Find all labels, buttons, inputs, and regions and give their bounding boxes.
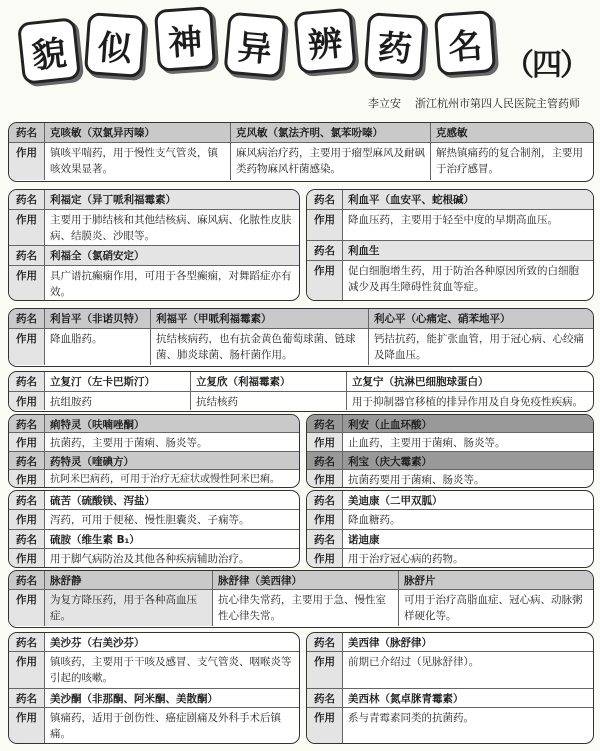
drug-use: 降血压药，主要用于轻至中度的早期高血压。 bbox=[348, 214, 558, 226]
drug-use: 抗结核病药，也有抗金黄色葡萄球菌、链球菌、肺炎球菌、肠杆菌作用。 bbox=[151, 329, 369, 365]
drug-name: 利旨平（非诺贝特） bbox=[45, 309, 151, 328]
drug-table-lizhiping bbox=[8, 308, 594, 367]
label-use: 作用 bbox=[9, 433, 45, 451]
drug-name: 克感敏 bbox=[436, 127, 468, 139]
drug-name: 立复宁（抗淋巴细胞球蛋白） bbox=[352, 376, 489, 388]
drug-use: 镇痛药，适用于创伤性、癌症剧痛及外科手术后镇痛。 bbox=[50, 712, 281, 740]
drug-name: 利安（止血环酸） bbox=[348, 419, 432, 431]
drug-use: 用于治疗冠心病的药物。 bbox=[348, 553, 464, 565]
drug-name: 克咳敏（双氯异丙嗪） bbox=[45, 123, 231, 142]
label-use: 作用 bbox=[9, 590, 45, 626]
drug-use: 抗组胺药 bbox=[45, 392, 191, 410]
label-use: 作用 bbox=[9, 549, 45, 568]
series-number: （四） bbox=[504, 48, 588, 83]
drug-table-meixilv bbox=[306, 632, 594, 744]
drug-use: 抗心律失常药，主要用于急、慢性室性心律失常。 bbox=[213, 590, 399, 626]
label-name: 药名 bbox=[307, 491, 343, 509]
label-name: 药名 bbox=[307, 530, 343, 548]
drug-table-maishujing bbox=[8, 570, 594, 628]
drug-name: 美迪康（二甲双胍） bbox=[348, 495, 443, 507]
drug-use: 镇咳平喘药，用于慢性支气管炎，镇咳效果显著。 bbox=[45, 143, 231, 180]
label-name: 药名 bbox=[9, 190, 45, 209]
drug-use: 抗结核药 bbox=[191, 392, 347, 410]
drug-use: 抗菌药要用于菌痢、肠炎等。 bbox=[348, 474, 485, 486]
drug-name: 利福全（氯硝安定） bbox=[50, 250, 145, 262]
drug-use: 钙拮抗药，能扩张血管，用于冠心病、心绞痛及降血压。 bbox=[374, 333, 584, 361]
drug-use: 抗菌药，主要用于菌痢、肠炎等。 bbox=[50, 437, 208, 449]
drug-use: 抗阿米巴病药，可用于治疗无症状或慢性阿米巴痢。 bbox=[50, 474, 280, 485]
label-use: 作用 bbox=[9, 266, 45, 301]
title-char-6: 药 bbox=[364, 12, 426, 78]
label-use: 作用 bbox=[307, 210, 343, 240]
drug-name: 利福定（异丁哌利福霉素） bbox=[50, 194, 176, 206]
drug-name: 脉舒片 bbox=[404, 575, 436, 587]
label-use: 作用 bbox=[307, 510, 343, 529]
label-use: 作用 bbox=[9, 329, 45, 365]
drug-table-kekemin bbox=[8, 122, 594, 182]
drug-name: 利心平（心痛定、硝苯地平） bbox=[374, 313, 511, 325]
label-use: 作用 bbox=[307, 261, 343, 301]
label-name: 药名 bbox=[307, 452, 343, 469]
drug-name: 利血生 bbox=[348, 245, 380, 257]
author-line bbox=[368, 95, 580, 111]
drug-use: 用于抑制器官移植的排异作用及自身免疫性疾病。 bbox=[352, 396, 583, 408]
drug-use: 降血脂药。 bbox=[45, 329, 151, 365]
drug-name: 硫苦（硫酸镁、泻盐） bbox=[50, 495, 155, 507]
title-char-5: 辨 bbox=[293, 8, 356, 75]
drug-use: 用于脚气病防治及其他各种疾病辅助治疗。 bbox=[50, 553, 250, 565]
drug-use: 促白细胞增生药，用于防治各种原因所致的白细胞减少及再生障碍性贫血等症。 bbox=[348, 265, 579, 293]
drug-name: 美西林（氮卓脒青霉素） bbox=[348, 693, 464, 705]
label-name: 药名 bbox=[9, 372, 45, 391]
drug-table-lixueping bbox=[306, 189, 594, 301]
drug-use: 前期已介绍过（见脉舒律）。 bbox=[348, 656, 480, 668]
label-use: 作用 bbox=[9, 652, 45, 688]
drug-use: 主要用于肺结核和其他结核病、麻风病、化脓性皮肤病、结膜炎、沙眼等。 bbox=[50, 214, 292, 242]
drug-table-liuku bbox=[8, 490, 300, 568]
drug-name: 药特灵（喹碘方） bbox=[50, 456, 134, 468]
drug-use: 降血糖药。 bbox=[348, 514, 401, 526]
drug-name: 美沙芬（右美沙芬） bbox=[50, 637, 145, 649]
drug-use: 可用于治疗高脂血症、冠心病、动脉粥样硬化等。 bbox=[404, 594, 583, 622]
label-use: 作用 bbox=[307, 549, 343, 568]
title-char-3: 神 bbox=[154, 6, 216, 72]
drug-name: 立复欣（利福霉素） bbox=[191, 372, 347, 391]
label-name: 药名 bbox=[307, 689, 343, 707]
label-use: 作用 bbox=[9, 143, 45, 180]
label-name: 药名 bbox=[307, 241, 343, 260]
drug-name: 脉舒静 bbox=[45, 571, 213, 589]
drug-name: 脉舒律（美西律） bbox=[213, 571, 399, 589]
label-name: 药名 bbox=[307, 633, 343, 651]
drug-table-liteling bbox=[8, 414, 300, 488]
drug-table-lian bbox=[306, 414, 594, 488]
label-name: 药名 bbox=[9, 633, 45, 651]
drug-use: 系与青霉素同类的抗菌药。 bbox=[348, 712, 474, 724]
drug-name: 利福平（甲哌利福霉素） bbox=[151, 309, 369, 328]
label-name: 药名 bbox=[307, 415, 343, 432]
drug-table-lifuting bbox=[8, 371, 594, 412]
label-name: 药名 bbox=[9, 689, 45, 707]
drug-name: 立复汀（左卡巴斯汀） bbox=[45, 372, 191, 391]
drug-name: 诺迪康 bbox=[348, 534, 380, 546]
drug-use: 泻药，可用于便秘、慢性胆囊炎、子痫等。 bbox=[50, 514, 250, 526]
page-header bbox=[0, 0, 600, 94]
drug-use: 止血药，主要用于菌痢、肠炎等。 bbox=[348, 437, 506, 449]
label-use: 作用 bbox=[9, 210, 45, 245]
drug-name: 克风敏（氯法齐明、氯苯吩嗪） bbox=[231, 123, 431, 142]
drug-name: 美西律（脉舒律） bbox=[348, 637, 432, 649]
drug-table-meishafen bbox=[8, 632, 300, 744]
label-name: 药名 bbox=[9, 571, 45, 589]
drug-table-lifuding bbox=[8, 189, 300, 301]
drug-use: 麻风病治疗药，主要用于瘤型麻风及耐砜类药物麻风杆菌感染。 bbox=[231, 143, 431, 180]
drug-use: 具广谱抗癫痫作用，可用于各型癫痫，对舞蹈症亦有效。 bbox=[50, 270, 292, 298]
label-name: 药名 bbox=[9, 491, 45, 509]
label-use: 作用 bbox=[9, 708, 45, 744]
label-use: 作用 bbox=[9, 470, 45, 488]
label-name: 药名 bbox=[307, 190, 343, 209]
drug-table-meidikang bbox=[306, 490, 594, 568]
title-char-2: 似 bbox=[84, 12, 146, 78]
label-use: 作用 bbox=[307, 652, 343, 688]
drug-name: 利宝（庆大霉素） bbox=[348, 456, 432, 468]
title-char-4: 异 bbox=[223, 12, 286, 79]
label-use: 作用 bbox=[9, 392, 45, 410]
title-char-1: 貌 bbox=[17, 17, 81, 85]
label-name: 药名 bbox=[9, 530, 45, 548]
label-name: 药名 bbox=[9, 452, 45, 469]
label-name: 药名 bbox=[9, 246, 45, 265]
label-use: 作用 bbox=[9, 510, 45, 529]
label-name: 药名 bbox=[9, 309, 45, 328]
label-use: 作用 bbox=[307, 708, 343, 744]
label-use: 作用 bbox=[307, 433, 343, 451]
drug-use: 为复方降压药，用于各种高血压症。 bbox=[45, 590, 213, 626]
author-affiliation: 浙江杭州市第四人民医院主管药师 bbox=[415, 97, 580, 110]
drug-name: 痢特灵（呋喃唑酮） bbox=[50, 419, 145, 431]
drug-name: 利血平（血安平、蛇根碱） bbox=[348, 194, 474, 206]
drug-use: 解热镇痛药的复合制剂，主要用于治疗感冒。 bbox=[436, 147, 583, 175]
author-name: 李立安 bbox=[368, 97, 401, 110]
label-name: 药名 bbox=[9, 123, 45, 142]
label-name: 药名 bbox=[9, 415, 45, 432]
drug-name: 硫胺（维生素 B₁） bbox=[50, 534, 140, 546]
title-char-7: 名 bbox=[434, 10, 496, 76]
drug-name: 美沙酮（非那酮、阿米酮、美散酮） bbox=[50, 693, 218, 705]
drug-use: 镇咳药，主要用于干咳及感冒、支气管炎、咽喉炎等引起的咳嗽。 bbox=[50, 656, 292, 684]
label-use: 作用 bbox=[307, 470, 343, 488]
